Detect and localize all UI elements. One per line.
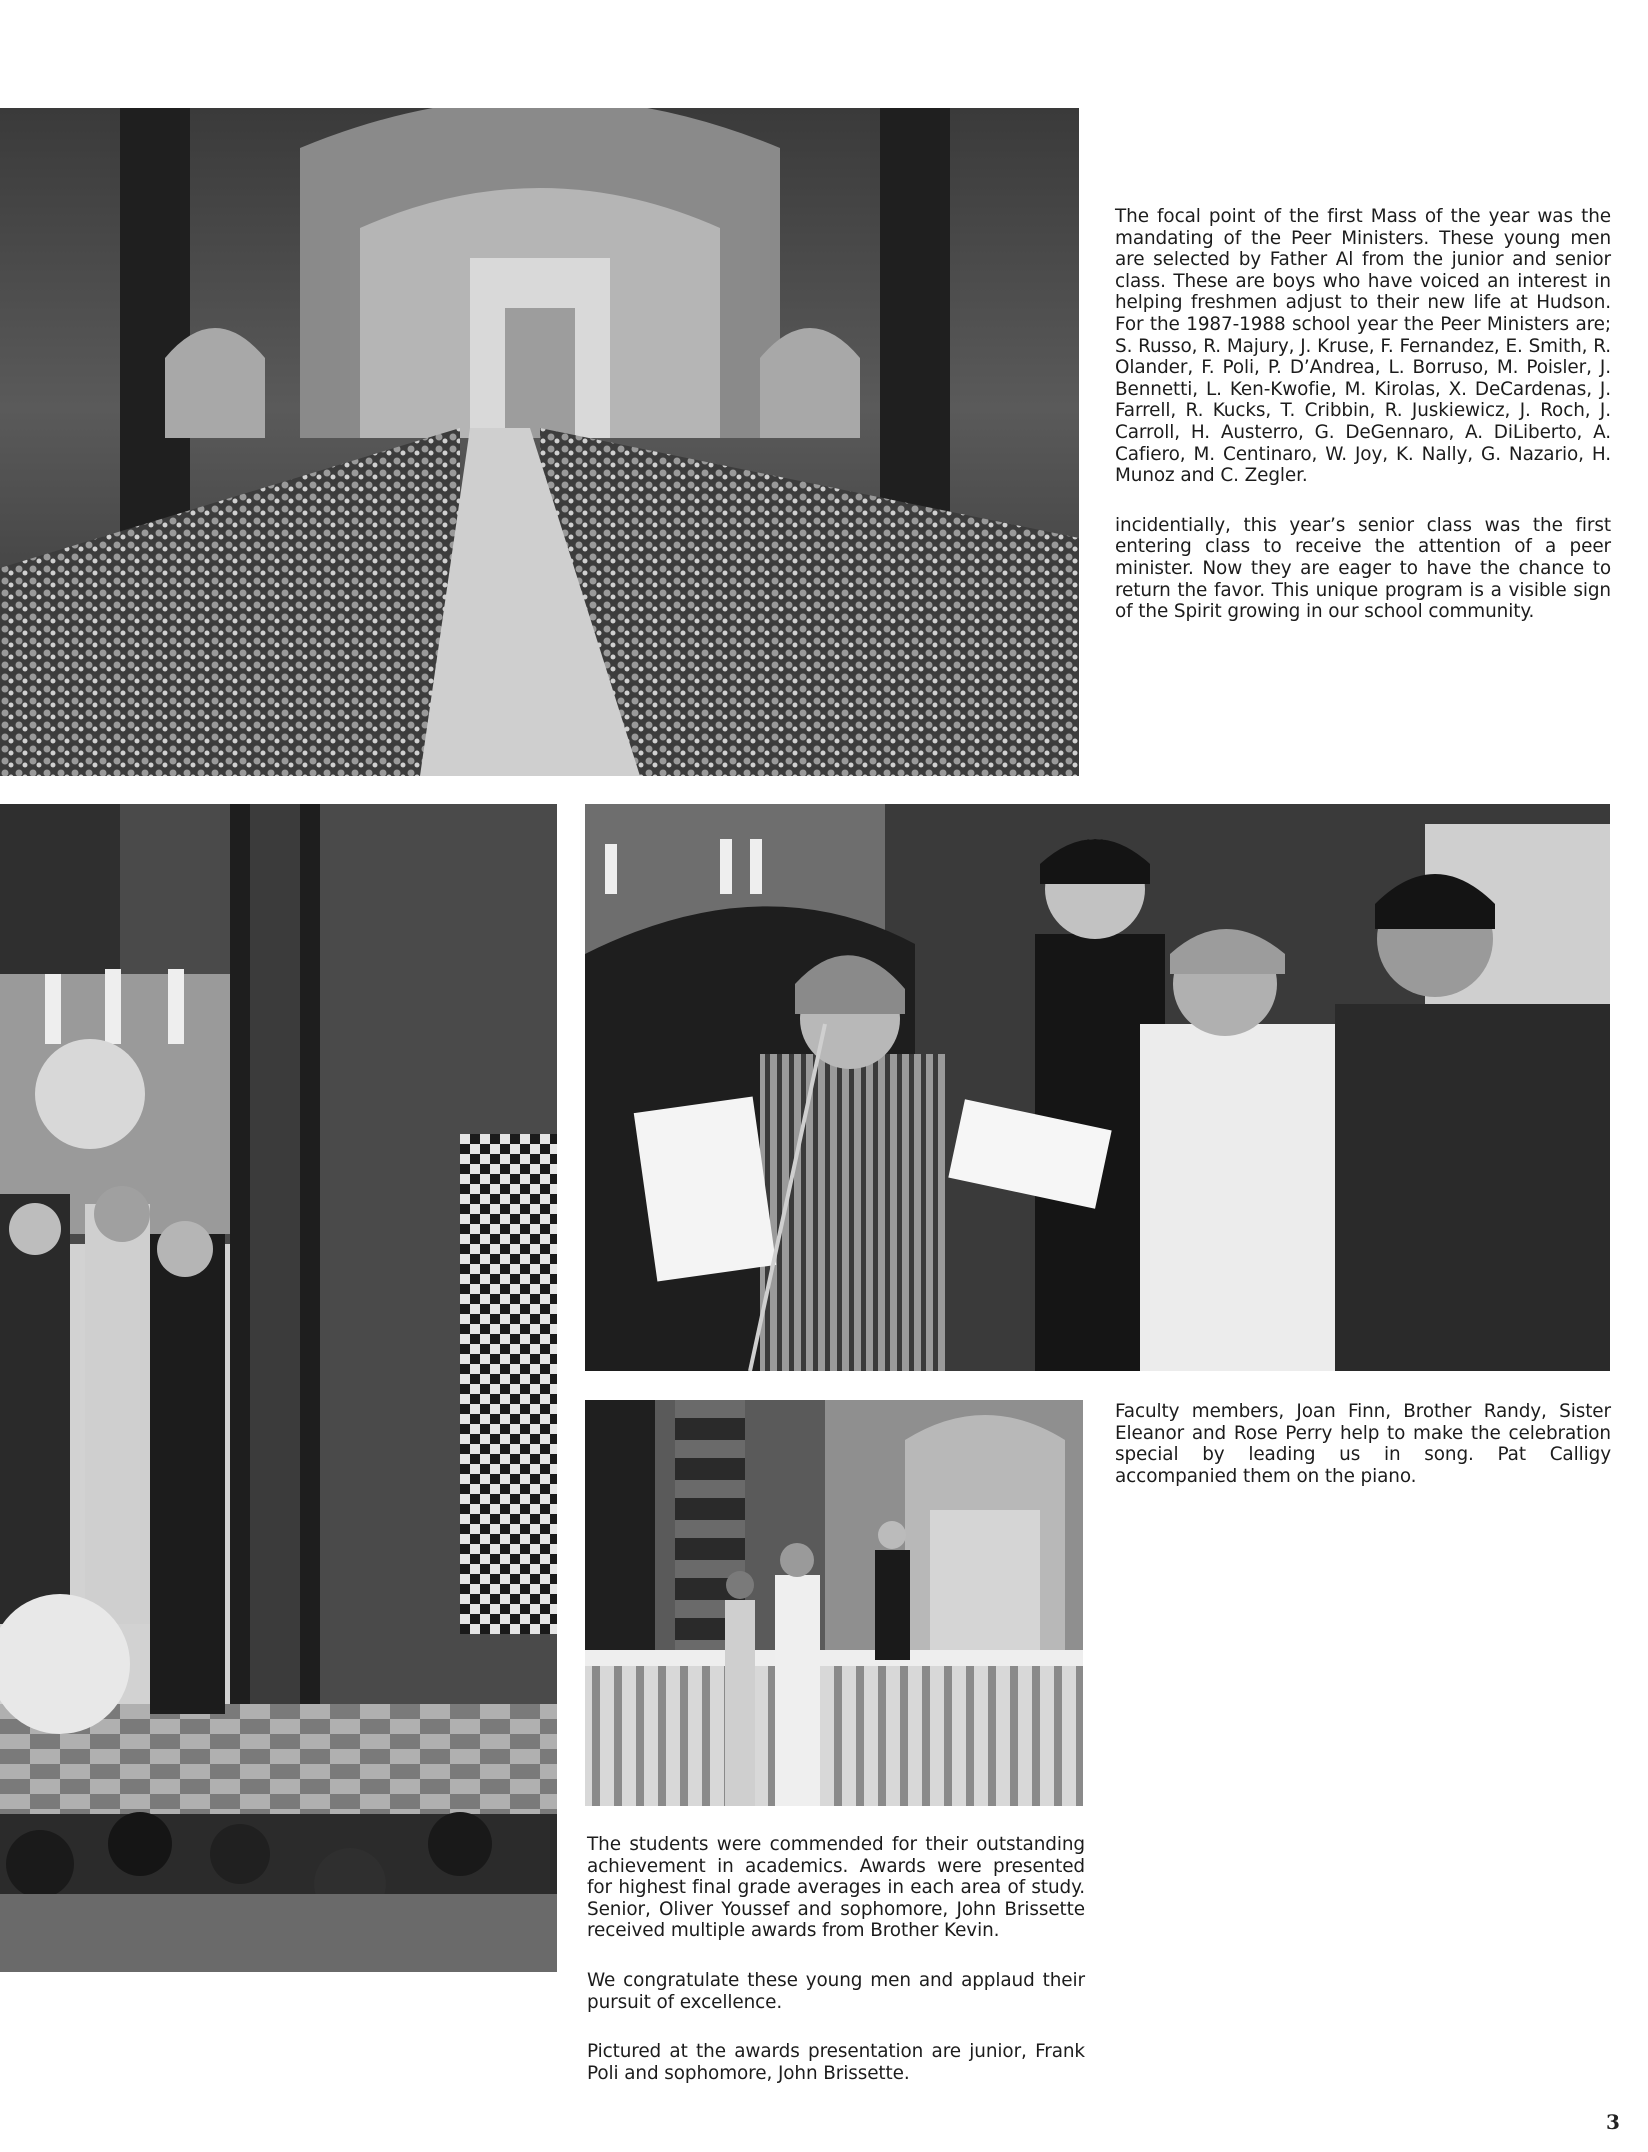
caption-paragraph: Pictured at the awards presentation are junior, Frank Poli and sophomore, John Brissette. xyxy=(587,2041,1085,2084)
photo-icon xyxy=(585,1400,1083,1806)
caption-paragraph: incidentially, this year’s senior class was the first entering class to receive the attention of a peer minister. Now they are eager to have the chance to return the favor. This unique program is a visible sign of the Spirit growing in our school community. xyxy=(1115,514,1611,623)
page-number: 3 xyxy=(1606,2110,1620,2134)
photo-icon xyxy=(585,804,1610,1371)
caption-paragraph: The students were commended for their outstanding achievement in academics. Awards were presented for highest final grade averages in each area of study. Senior, Oliver Youssef and sophomore, John Brissette received multiple awards from Brother Kevin. xyxy=(587,1834,1085,1942)
caption-faculty-song xyxy=(1115,1401,1611,1515)
photo-choir-faculty xyxy=(585,804,1610,1371)
photo-altar-students xyxy=(0,804,557,1972)
photo-icon xyxy=(0,108,1079,776)
caption-paragraph: The focal point of the first Mass of the year was the mandating of the Peer Ministers. These young men are selected by Father Al from the junior and senior class. These are boys who have voiced an interest in helping freshmen adjust to their new life at Hudson. For the 1987-1988 school year the Peer Ministers are; S. Russo, R. Majury, J. Kruse, F. Fernandez, E. Smith, R. Olander, F. Poli, P. D’Andrea, L. Borruso, M. Poisler, J. Bennetti, L. Ken-Kwofie, M. Kirolas, X. DeCardenas, J. Farrell, R. Kucks, T. Cribbin, R. Juskiewicz, J. Roch, J. Carroll, H. Austerro, G. DeGennaro, A. DiLiberto, A. Cafiero, M. Centinaro, W. Joy, K. Nally, G. Nazario, H. Munoz and C. Zegler. xyxy=(1115,206,1611,487)
caption-paragraph: Faculty members, Joan Finn, Brother Randy, Sister Eleanor and Rose Perry help to make the celebration special by leading us in song. Pat Calligy accompanied them on the piano. xyxy=(1115,1401,1611,1487)
caption-awards xyxy=(587,1834,1085,2112)
photo-church-mass xyxy=(0,108,1079,776)
caption-peer-ministers xyxy=(1115,206,1611,651)
photo-awards-presentation xyxy=(585,1400,1083,1806)
photo-icon xyxy=(0,804,557,1972)
caption-paragraph: We congratulate these young men and applaud their pursuit of excellence. xyxy=(587,1969,1085,2013)
